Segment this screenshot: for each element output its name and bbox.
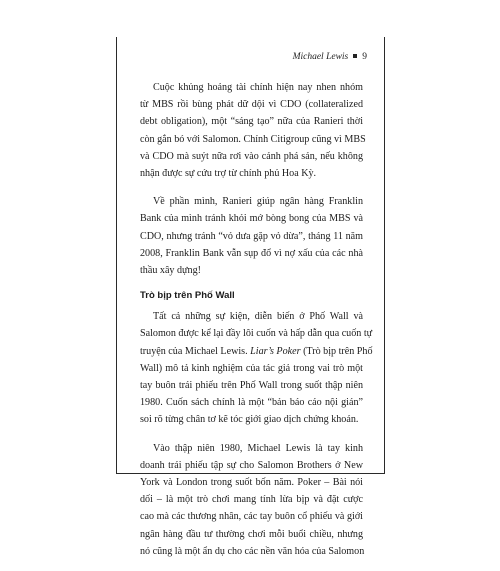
text-line: cao mà các thương nhân, các tay buôn cổ phiếu và giới	[140, 511, 363, 523]
text-line: Về phần mình, Ranieri giúp ngân hàng Franklin	[153, 196, 363, 208]
paragraph-1	[140, 79, 366, 182]
author-name: Michael Lewis	[292, 52, 349, 62]
text-line: và CDO mà suýt nữa rơi vào cảnh phá sản, nếu không	[140, 150, 363, 162]
text-line	[140, 343, 373, 360]
separator-square-icon	[353, 54, 357, 58]
text-line: 2008, Franklin Bank vẫn sụp đổ vì nợ xấu của các nhà	[140, 247, 363, 259]
paragraph-2	[140, 193, 363, 279]
running-head	[293, 52, 367, 62]
page-number: 9	[362, 52, 367, 62]
text-line: nó cũng là một ẩn dụ cho các nền văn hóa của Salomon	[140, 545, 365, 557]
text-line: Bank của mình tránh khỏi mớ bòng bong của MBS và	[140, 213, 363, 225]
text-line: soi rõ từng chân tơ kẽ tóc giới giao dịch chứng khoán.	[140, 414, 359, 426]
text-line: Tất cả những sự kiện, diễn biến ở Phố Wall và	[153, 311, 363, 323]
paragraph-4	[140, 440, 363, 560]
text-line: York và London trong suốt bốn năm. Poker – Bài nói	[140, 477, 363, 489]
text-line: thầu xây dựng!	[140, 265, 201, 277]
page-body	[140, 79, 373, 571]
text-line: CDO, nhưng tránh “vỏ dưa gặp vỏ dừa”, tháng 11 năm	[140, 230, 363, 242]
text-segment: (Trò bịp trên Phố	[300, 345, 373, 357]
text-segment: truyện của Michael Lewis.	[140, 345, 251, 357]
text-line: Vào thập niên 1980, Michael Lewis là tay kinh	[153, 442, 363, 454]
text-line: Wall) mô tả kinh nghiệm của tác giả trong vai trò một	[140, 362, 363, 374]
text-line: Cuộc khủng hoảng tài chính hiện nay nhen nhóm	[153, 82, 363, 93]
text-line: ngân hàng đầu tư thường chơi mỗi buổi chiều, nhưng	[140, 528, 363, 540]
text-line: doanh trái phiếu tập sự cho Salomon Brothers ở New	[140, 459, 363, 471]
text-line: nhận được sự cứu trợ từ chính phủ Hoa Kỳ.	[140, 168, 317, 180]
text-line: tay buôn trái phiếu trên Phố Wall trong suốt thập niên	[140, 380, 363, 392]
text-line: debt obligation), một “sáng tạo” nữa của Ranieri thời	[140, 116, 363, 128]
text-line: còn gắn bó với Salomon. Chính Citigroup cũng vì MBS	[140, 133, 366, 145]
text-line: 1980. Cuốn sách chính là một “bản báo cáo nội gián”	[140, 397, 363, 409]
book-title: Liar’s Poker	[250, 345, 301, 357]
text-line: Salomon được kể lại đầy lôi cuốn và hấp dẫn qua cuốn tự	[140, 328, 373, 340]
paragraph-3	[140, 308, 373, 428]
text-line: dối – là một trò chơi mang tính lừa bịp và đặt cược	[140, 494, 363, 506]
section-heading: Trò bịp trên Phố Wall	[140, 290, 235, 302]
text-line: từ MBS rồi bùng phát dữ dội vì CDO (collateralized	[140, 99, 363, 111]
